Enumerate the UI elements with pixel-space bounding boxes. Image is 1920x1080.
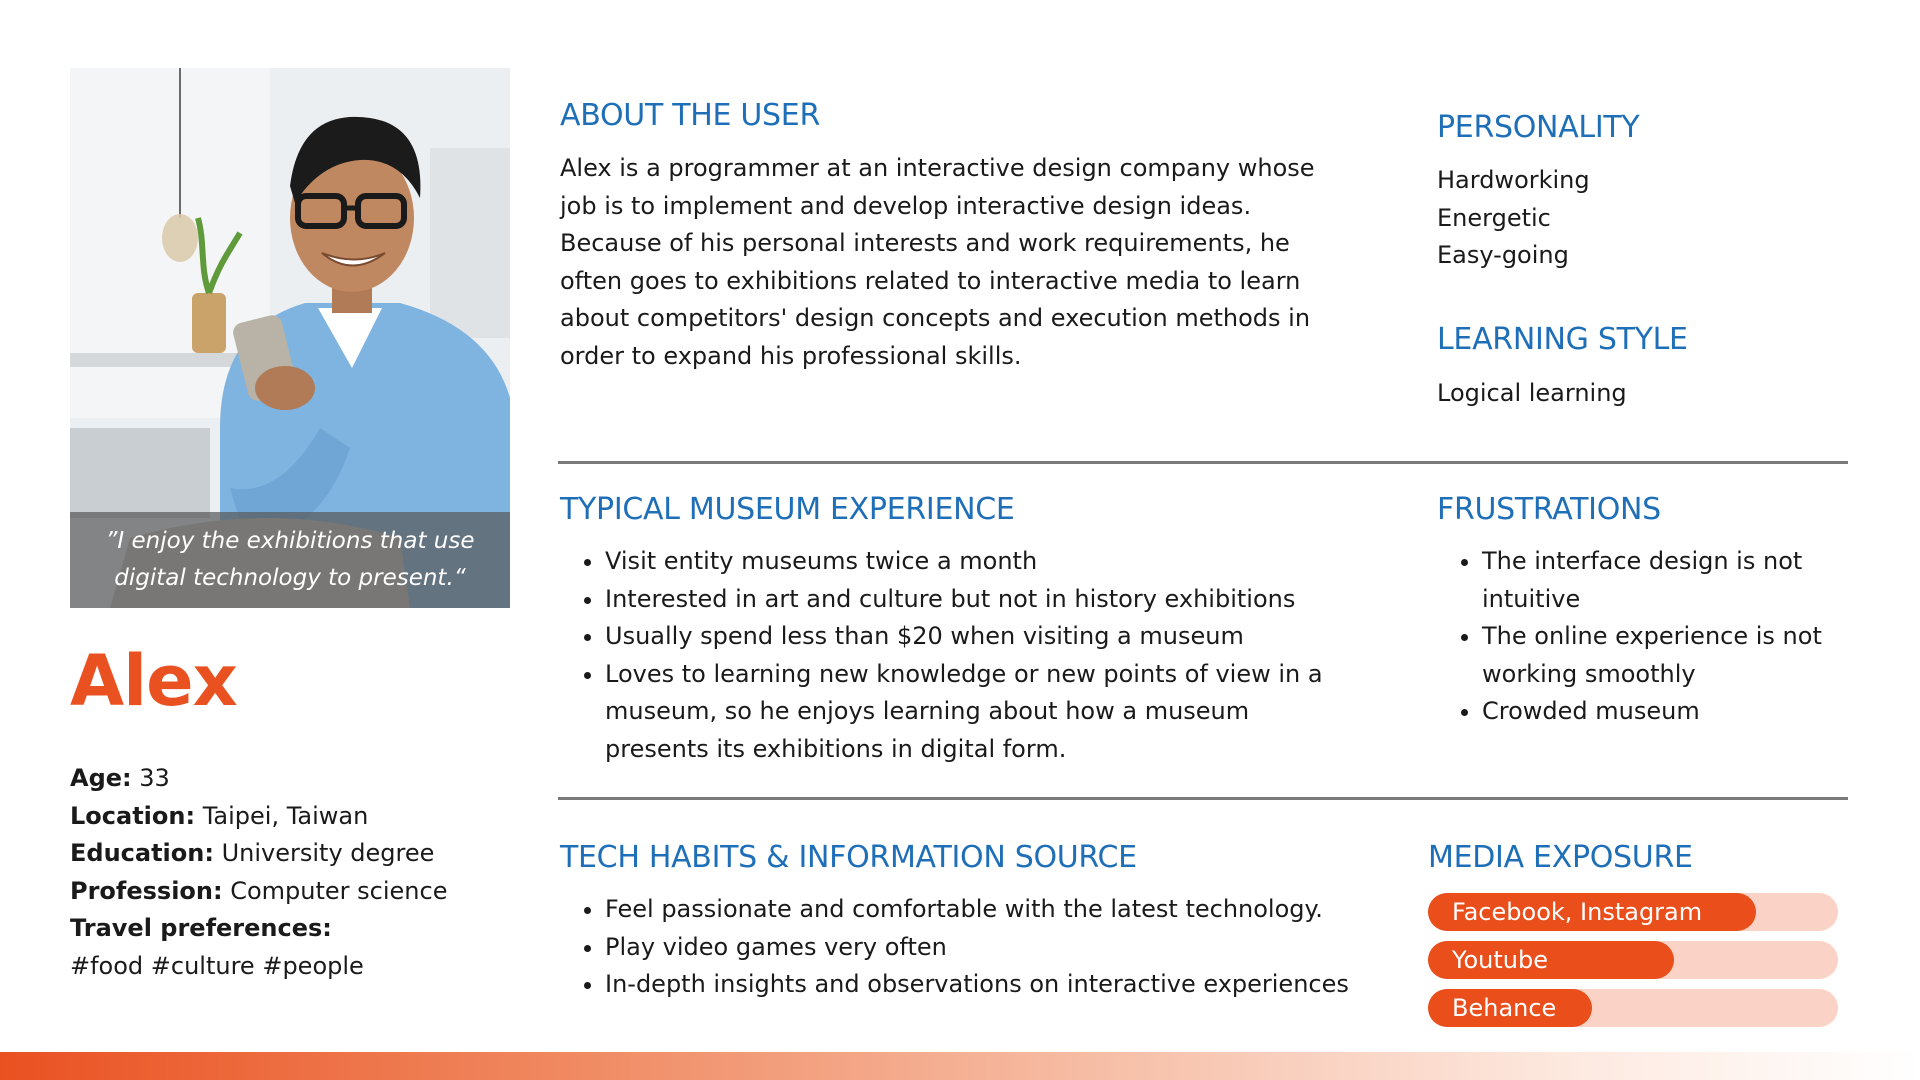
fact-label: Age: [70,764,132,792]
museum-heading: TYPICAL MUSEUM EXPERIENCE [560,492,1015,527]
about-heading: ABOUT THE USER [560,98,820,133]
persona-photo [70,68,510,608]
list-item: • The online experience is not working smoothly [1482,618,1837,693]
personality-item: Easy-going [1437,241,1569,269]
media-bar-fill: Facebook, Instagram [1428,893,1756,931]
fact-label: Education: [70,839,214,867]
list-item: • Loves to learning new knowledge or new points of view in a museum, so he enjoys learning about how a museum presents its exhibitions in digital form. [605,656,1350,769]
about-text: Alex is a programmer at an interactive design company whose job is to implement and develop interactive design ideas. Because of his personal interests and work requirements, he often goes to exhibitions related to interactive media to learn about competitors' design concepts and execution methods in order to expand his professional skills. [560,154,1315,370]
media-bar-youtube [1428,941,1838,979]
list-item: • Usually spend less than $20 when visiting a museum [605,618,1350,656]
media-bar-behance [1428,989,1838,1027]
fact-value: University degree [213,839,435,867]
museum-list [560,543,1350,768]
frustrations-heading: FRUSTRATIONS [1437,492,1661,527]
personality-item: Hardworking [1437,166,1590,194]
footer-gradient-band [0,1052,1920,1080]
fact-location [70,798,447,836]
fact-value: 33 [131,764,170,792]
list-item: • Feel passionate and comfortable with the latest technology. [605,891,1390,929]
fact-travel [70,910,447,948]
tech-heading: TECH HABITS & INFORMATION SOURCE [560,840,1137,875]
travel-tags: #food #culture #people [70,951,364,980]
fact-profession [70,873,447,911]
list-item: • Visit entity museums twice a month [605,543,1350,581]
media-heading: MEDIA EXPOSURE [1428,840,1693,875]
frustrations-list [1437,543,1837,731]
section-divider [558,797,1848,800]
media-bar-fill: Youtube [1428,941,1674,979]
fact-label: Profession: [70,876,223,905]
fact-label: Location: [70,801,196,830]
tech-list [560,891,1390,1004]
section-divider [558,461,1848,464]
fact-label: Travel preferences: [70,914,332,942]
personality-heading: PERSONALITY [1437,110,1640,145]
list-item: • In-depth insights and observations on interactive experiences [605,966,1390,1004]
list-item: • Play video games very often [605,929,1390,967]
fact-value: Computer science [222,876,448,905]
fact-education [70,835,447,873]
list-item: • Interested in art and culture but not in history exhibitions [605,581,1350,619]
fact-value: Taipei, Taiwan [195,801,369,830]
list-item: • The interface design is not intuitive [1482,543,1837,618]
persona-name: Alex [70,640,237,722]
learning-list [1437,375,1627,413]
learning-heading: LEARNING STYLE [1437,322,1688,357]
learning-item: Logical learning [1437,379,1627,407]
media-bar-facebook-instagram [1428,893,1838,931]
persona-quote: ”I enjoy the exhibitions that use digital technology to present.“ [70,512,510,608]
fact-age [70,760,447,798]
media-bar-fill: Behance [1428,989,1592,1027]
list-item: • Crowded museum [1482,693,1837,731]
personality-list [1437,162,1590,275]
personality-item: Energetic [1437,203,1551,232]
persona-facts [70,760,447,985]
